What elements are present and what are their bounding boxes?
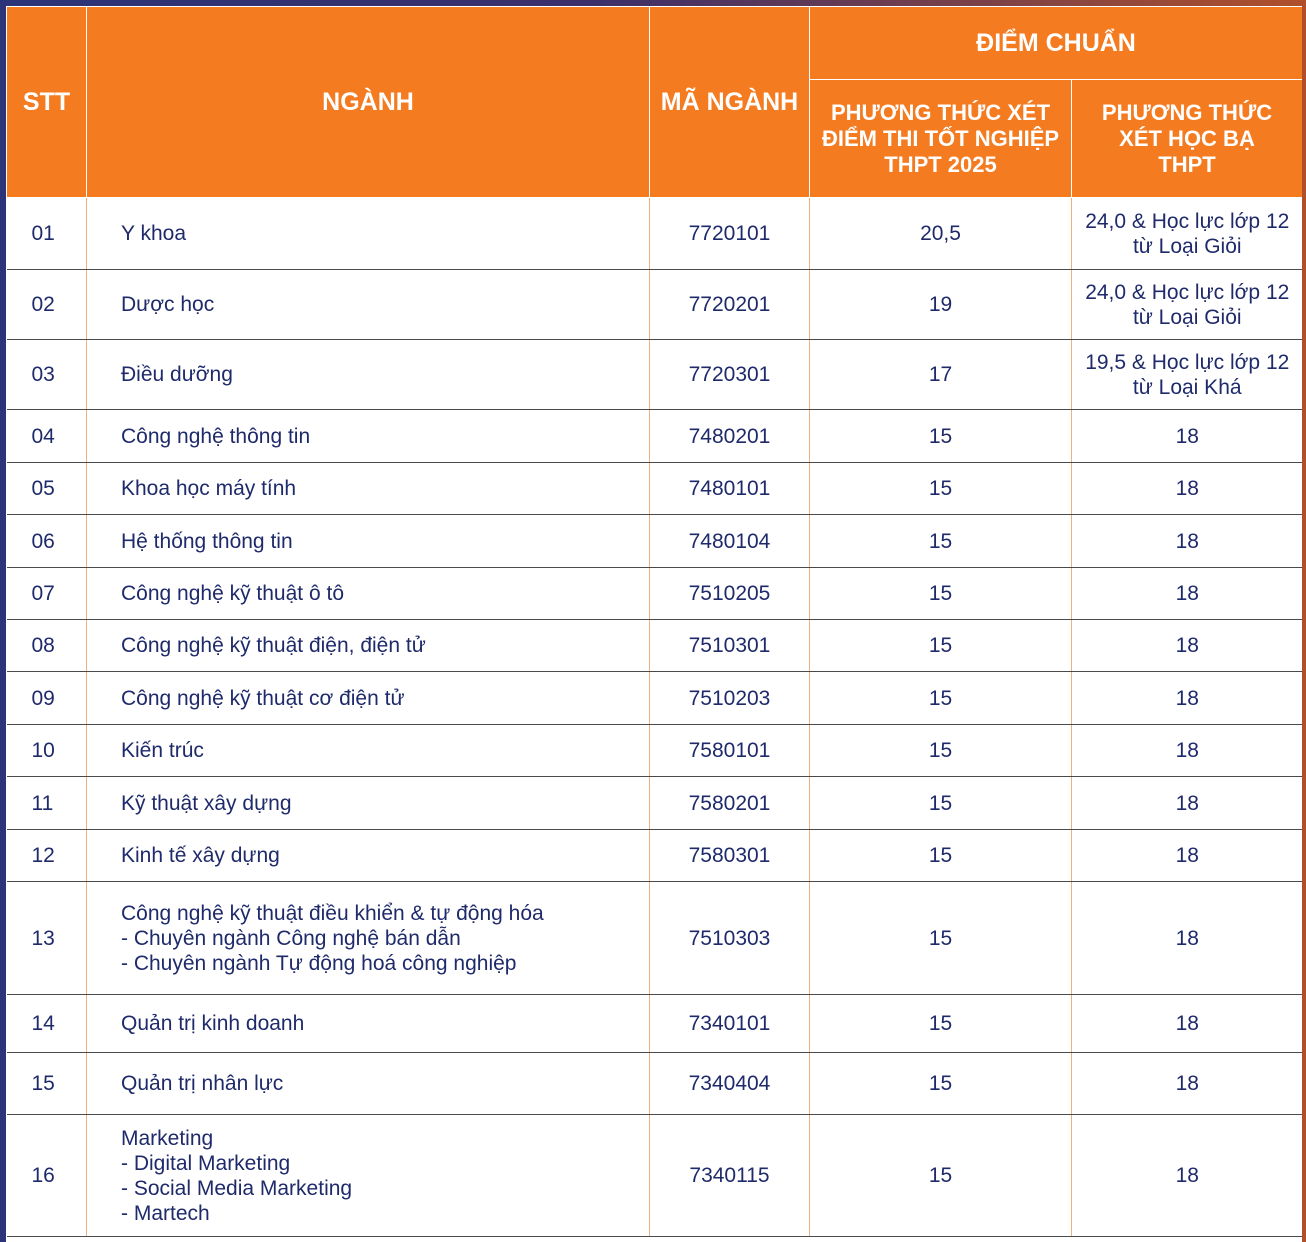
cell-nganh: Công nghệ kỹ thuật điều khiển & tự động hóa - Chuyên ngành Công nghệ bán dẫn - Chuyên ngành Tự động hoá công nghiệp [87, 882, 650, 995]
table-row [7, 882, 1303, 995]
cell-diem-thpt: 20,5 [810, 198, 1072, 270]
cell-nganh: Quản trị nhân lực [87, 1053, 650, 1115]
header-stt: STT [7, 7, 87, 198]
cell-diem-thpt: 15 [810, 568, 1072, 620]
table-body [7, 198, 1303, 1237]
cell-diem-hoc-ba: 18 [1072, 672, 1303, 725]
cell-stt: 14 [7, 995, 87, 1053]
cell-diem-thpt: 15 [810, 725, 1072, 777]
table-row [7, 568, 1303, 620]
cell-stt: 05 [7, 463, 87, 515]
cell-nganh: Marketing - Digital Marketing - Social Media Marketing - Martech [87, 1115, 650, 1237]
cell-nganh: Công nghệ kỹ thuật cơ điện tử [87, 672, 650, 725]
cell-diem-thpt: 15 [810, 777, 1072, 830]
cell-stt: 03 [7, 340, 87, 410]
cell-ma-nganh: 7340404 [650, 1053, 810, 1115]
cell-diem-thpt: 15 [810, 620, 1072, 672]
cell-stt: 01 [7, 198, 87, 270]
cell-diem-thpt: 15 [810, 830, 1072, 882]
cell-ma-nganh: 7510203 [650, 672, 810, 725]
table-row [7, 463, 1303, 515]
admission-score-table [6, 6, 1302, 1237]
cell-nganh: Công nghệ kỹ thuật điện, điện tử [87, 620, 650, 672]
cell-stt: 11 [7, 777, 87, 830]
cell-ma-nganh: 7510205 [650, 568, 810, 620]
cell-diem-thpt: 15 [810, 1053, 1072, 1115]
cell-diem-hoc-ba: 18 [1072, 463, 1303, 515]
cell-diem-hoc-ba: 18 [1072, 515, 1303, 568]
header-ma-nganh: MÃ NGÀNH [650, 7, 810, 198]
cell-ma-nganh: 7480101 [650, 463, 810, 515]
cell-stt: 08 [7, 620, 87, 672]
cell-stt: 10 [7, 725, 87, 777]
header-nganh: NGÀNH [87, 7, 650, 198]
cell-diem-hoc-ba: 18 [1072, 1115, 1303, 1237]
cell-diem-thpt: 15 [810, 882, 1072, 995]
cell-diem-hoc-ba: 18 [1072, 830, 1303, 882]
cell-ma-nganh: 7480104 [650, 515, 810, 568]
cell-ma-nganh: 7580301 [650, 830, 810, 882]
cell-diem-hoc-ba: 18 [1072, 882, 1303, 995]
cell-stt: 15 [7, 1053, 87, 1115]
cell-nganh: Công nghệ kỹ thuật ô tô [87, 568, 650, 620]
cell-ma-nganh: 7580101 [650, 725, 810, 777]
cell-diem-thpt: 15 [810, 410, 1072, 463]
cell-diem-hoc-ba: 19,5 & Học lực lớp 12 từ Loại Khá [1072, 340, 1303, 410]
cell-diem-hoc-ba: 18 [1072, 995, 1303, 1053]
cell-diem-thpt: 19 [810, 270, 1072, 340]
table-row [7, 672, 1303, 725]
cell-diem-hoc-ba: 18 [1072, 725, 1303, 777]
table-row [7, 620, 1303, 672]
cell-diem-hoc-ba: 18 [1072, 410, 1303, 463]
table-row [7, 270, 1303, 340]
cell-diem-thpt: 15 [810, 515, 1072, 568]
cell-ma-nganh: 7340115 [650, 1115, 810, 1237]
cell-nganh: Kinh tế xây dựng [87, 830, 650, 882]
cell-stt: 12 [7, 830, 87, 882]
header-phuong-thuc-thpt: PHƯƠNG THỨC XÉT ĐIỂM THI TỐT NGHIỆP THPT 2025 [810, 80, 1072, 198]
table-row [7, 1115, 1303, 1237]
cell-ma-nganh: 7720201 [650, 270, 810, 340]
cell-diem-hoc-ba: 18 [1072, 1053, 1303, 1115]
cell-diem-thpt: 15 [810, 1115, 1072, 1237]
cell-diem-thpt: 15 [810, 672, 1072, 725]
cell-stt: 16 [7, 1115, 87, 1237]
table-row [7, 830, 1303, 882]
cell-diem-hoc-ba: 18 [1072, 568, 1303, 620]
cell-stt: 13 [7, 882, 87, 995]
cell-diem-thpt: 17 [810, 340, 1072, 410]
cell-nganh: Dược học [87, 270, 650, 340]
cell-nganh: Y khoa [87, 198, 650, 270]
cell-stt: 04 [7, 410, 87, 463]
table-row [7, 995, 1303, 1053]
table-row [7, 725, 1303, 777]
cell-diem-hoc-ba: 18 [1072, 620, 1303, 672]
cell-ma-nganh: 7480201 [650, 410, 810, 463]
cell-diem-hoc-ba: 18 [1072, 777, 1303, 830]
cell-nganh: Hệ thống thông tin [87, 515, 650, 568]
table-row [7, 777, 1303, 830]
cell-nganh: Khoa học máy tính [87, 463, 650, 515]
table-row [7, 1053, 1303, 1115]
cell-nganh: Quản trị kinh doanh [87, 995, 650, 1053]
cell-ma-nganh: 7720301 [650, 340, 810, 410]
cell-diem-thpt: 15 [810, 995, 1072, 1053]
cell-nganh: Điều dưỡng [87, 340, 650, 410]
table-row [7, 410, 1303, 463]
cell-diem-hoc-ba: 24,0 & Học lực lớp 12 từ Loại Giỏi [1072, 270, 1303, 340]
table-row [7, 198, 1303, 270]
cell-diem-hoc-ba: 24,0 & Học lực lớp 12 từ Loại Giỏi [1072, 198, 1303, 270]
cell-stt: 02 [7, 270, 87, 340]
cell-nganh: Kỹ thuật xây dựng [87, 777, 650, 830]
cell-stt: 06 [7, 515, 87, 568]
header-diem-chuan: ĐIỂM CHUẨN [810, 7, 1303, 80]
cell-ma-nganh: 7720101 [650, 198, 810, 270]
header-phuong-thuc-hoc-ba: PHƯƠNG THỨC XÉT HỌC BẠ THPT [1072, 80, 1303, 198]
table-row [7, 515, 1303, 568]
cell-ma-nganh: 7340101 [650, 995, 810, 1053]
cell-stt: 09 [7, 672, 87, 725]
cell-nganh: Kiến trúc [87, 725, 650, 777]
cell-ma-nganh: 7510303 [650, 882, 810, 995]
cell-ma-nganh: 7510301 [650, 620, 810, 672]
cell-nganh: Công nghệ thông tin [87, 410, 650, 463]
admission-score-table-frame [6, 6, 1302, 1242]
cell-diem-thpt: 15 [810, 463, 1072, 515]
cell-stt: 07 [7, 568, 87, 620]
cell-ma-nganh: 7580201 [650, 777, 810, 830]
table-row [7, 340, 1303, 410]
